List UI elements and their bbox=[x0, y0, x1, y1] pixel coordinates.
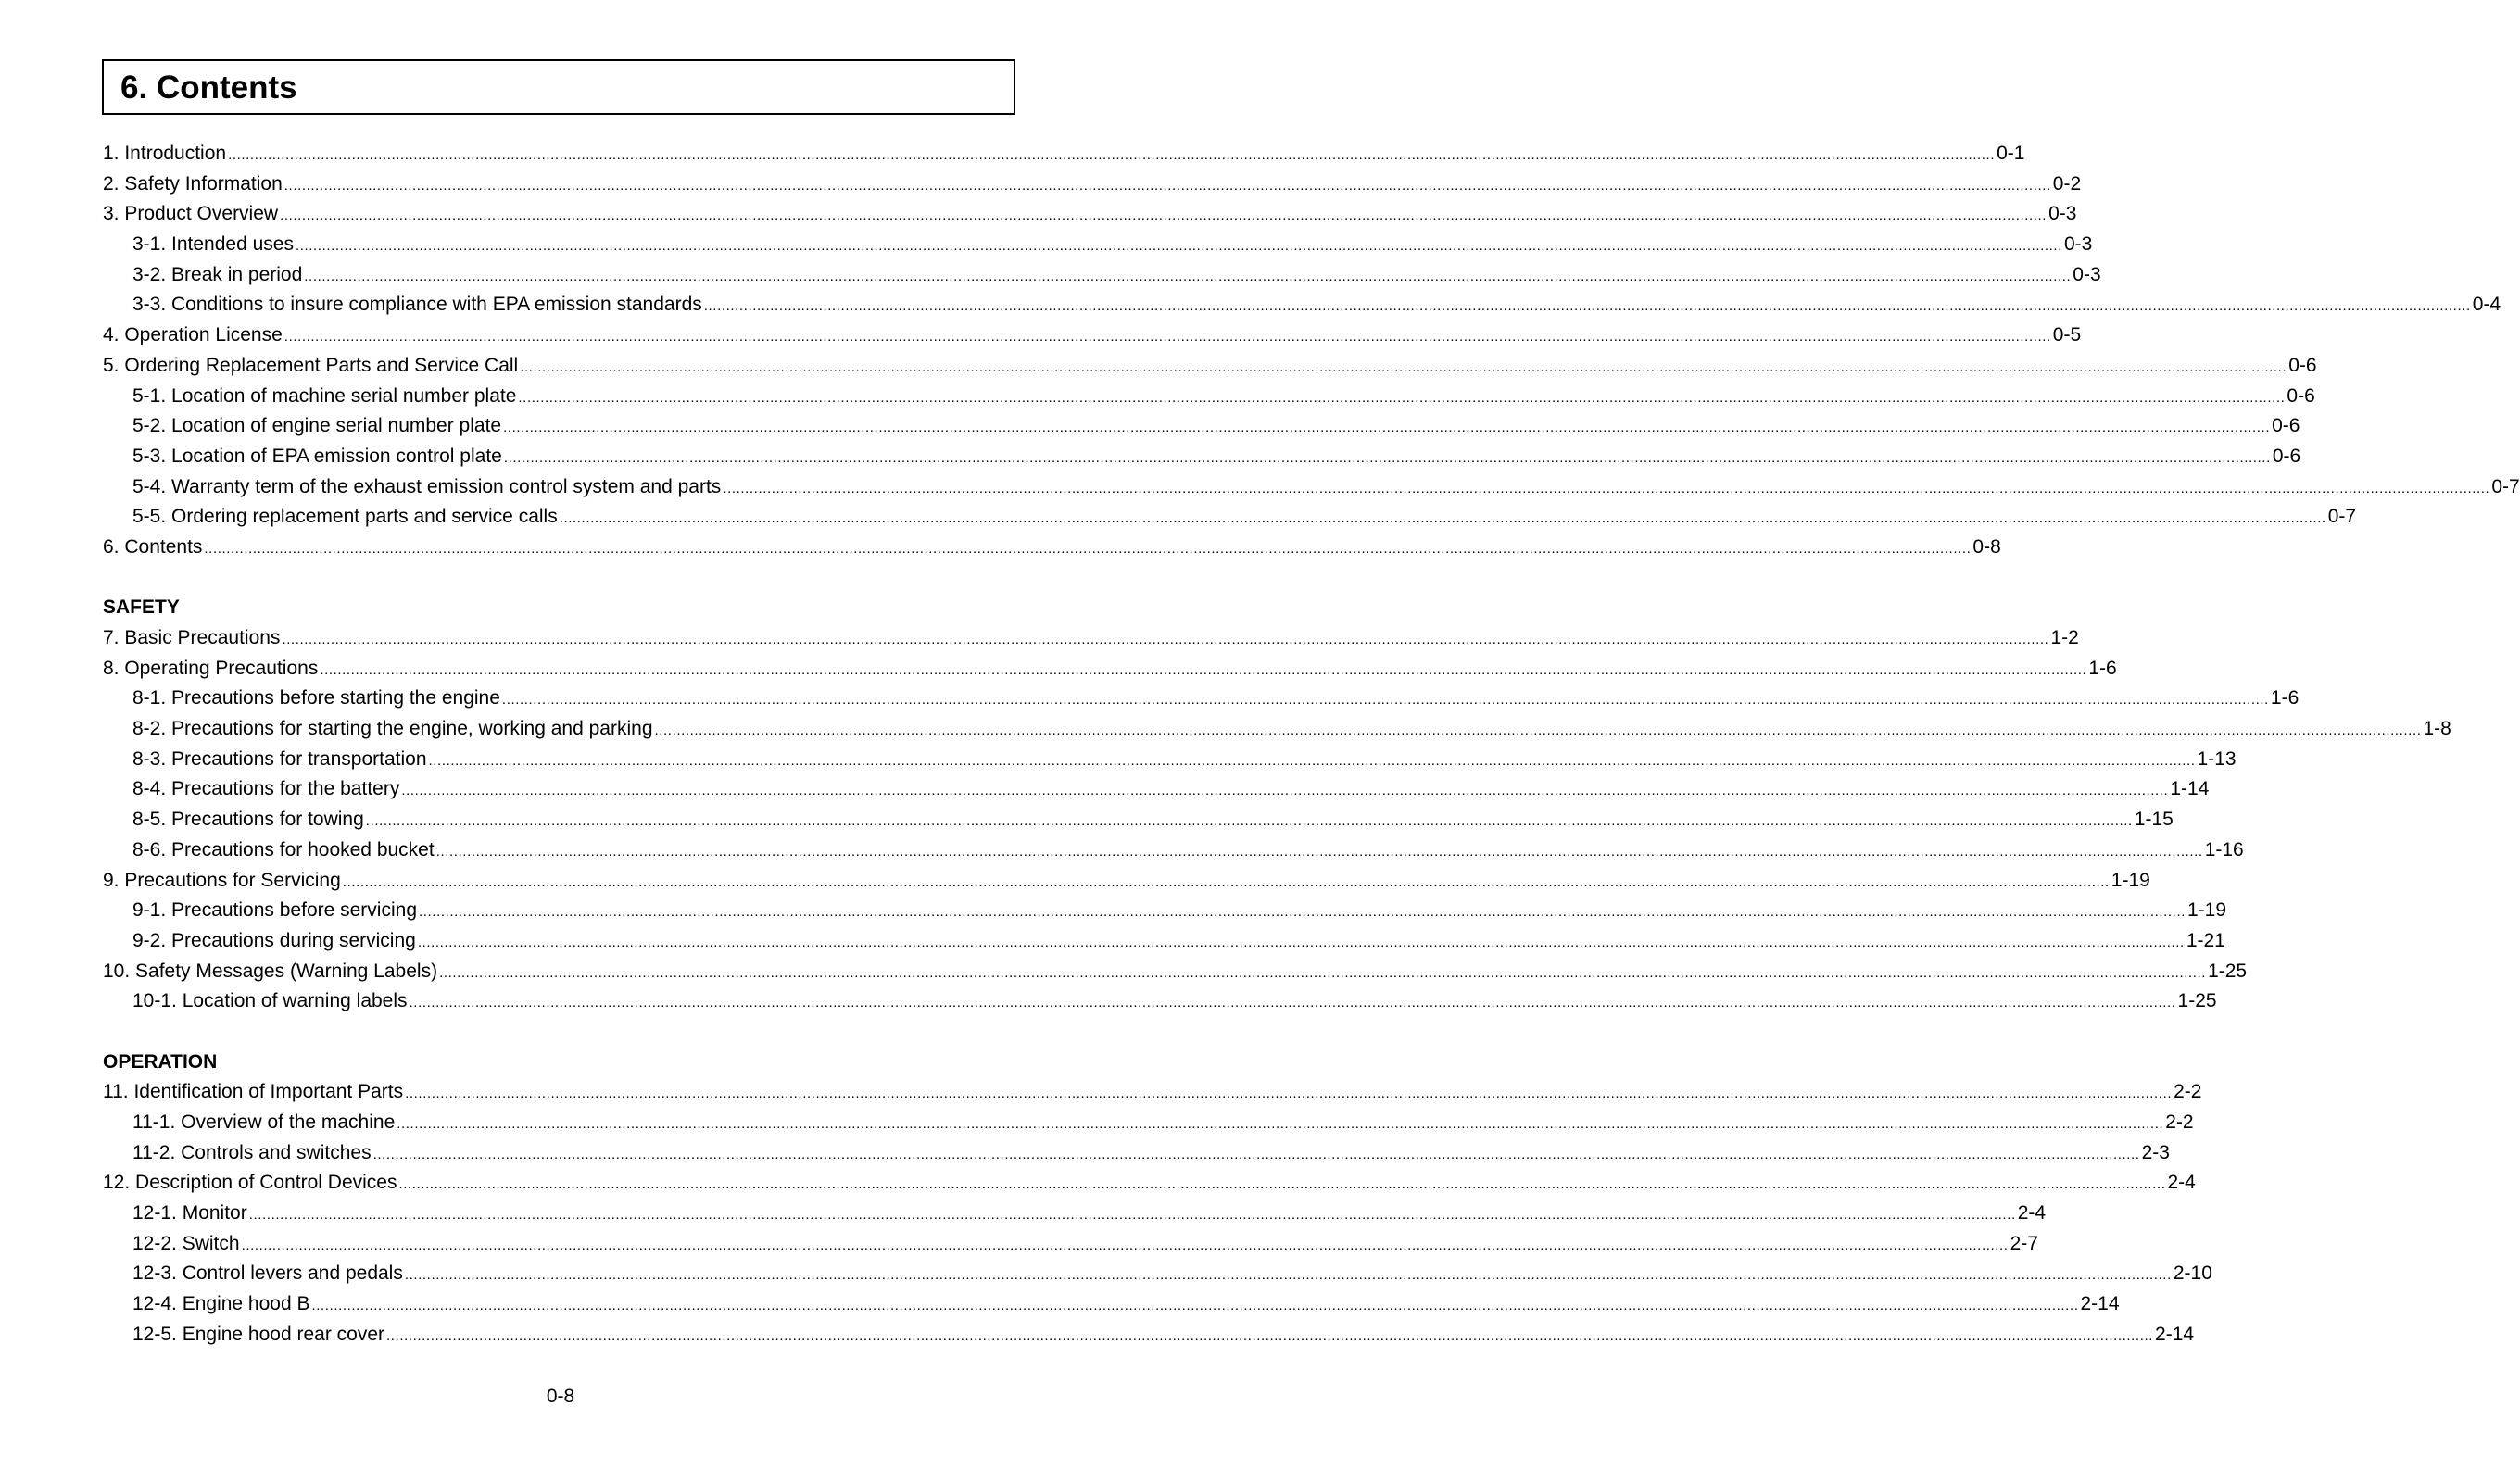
toc-entry-label: 5. Ordering Replacement Parts and Service Call bbox=[103, 354, 519, 376]
toc-entry-page: 2-14 bbox=[2080, 1293, 2120, 1315]
toc-entry-page: 0-8 bbox=[1972, 535, 2001, 558]
toc-entry-label: 5-2. Location of engine serial number plate bbox=[132, 415, 502, 437]
table-of-contents bbox=[103, 139, 2520, 1350]
dot-leader: ................................................................................................................................................................................................................................................................................................................................................................................................................ bbox=[342, 873, 2110, 890]
toc-entry-label: 3-3. Conditions to insure compliance with EPA emission standards bbox=[132, 294, 702, 316]
toc-entry[interactable] bbox=[103, 260, 2101, 291]
toc-entry[interactable] bbox=[103, 896, 2227, 926]
toc-entry[interactable] bbox=[103, 684, 2300, 714]
toc-entry[interactable] bbox=[103, 290, 2501, 320]
toc-entry[interactable] bbox=[103, 320, 2082, 351]
toc-entry[interactable] bbox=[103, 623, 2079, 654]
toc-entry-page: 1-8 bbox=[2423, 718, 2451, 740]
toc-entry-label: 6. Contents bbox=[103, 535, 203, 558]
dot-leader: ................................................................................................................................................................................................................................................................................................................................................................................................................ bbox=[428, 752, 2196, 769]
toc-entry[interactable] bbox=[103, 442, 2301, 472]
dot-leader: ................................................................................................................................................................................................................................................................................................................................................................................................................ bbox=[439, 964, 2207, 981]
toc-entry[interactable] bbox=[103, 774, 2210, 805]
toc-entry[interactable] bbox=[103, 502, 2357, 533]
toc-entry-page: 2-7 bbox=[2010, 1232, 2038, 1254]
toc-entry-label: 12. Description of Control Devices bbox=[103, 1172, 397, 1194]
dot-leader: ................................................................................................................................................................................................................................................................................................................................................................................................................ bbox=[204, 540, 1972, 557]
dot-leader: ................................................................................................................................................................................................................................................................................................................................................................................................................ bbox=[304, 268, 2072, 284]
toc-entry[interactable] bbox=[103, 1259, 2212, 1289]
toc-entry-page: 0-3 bbox=[2063, 233, 2093, 256]
toc-entry-page: 2-2 bbox=[2174, 1081, 2202, 1103]
toc-entry-label: 8-5. Precautions for towing bbox=[132, 809, 364, 831]
toc-entry-label: 12-1. Monitor bbox=[132, 1202, 247, 1225]
toc-entry-label: 8. Operating Precautions bbox=[103, 657, 319, 679]
dot-leader: ................................................................................................................................................................................................................................................................................................................................................................................................................ bbox=[386, 1327, 2154, 1344]
toc-entry-page: 1-6 bbox=[2270, 687, 2300, 710]
toc-entry[interactable] bbox=[103, 714, 2451, 745]
toc-entry-page: 1-13 bbox=[2197, 747, 2236, 770]
toc-entry-label: 5-1. Location of machine serial number plate bbox=[132, 384, 517, 407]
toc-entry-page: 1-25 bbox=[2177, 990, 2217, 1012]
toc-entry-page: 0-6 bbox=[2272, 415, 2300, 437]
dot-leader: ................................................................................................................................................................................................................................................................................................................................................................................................................ bbox=[723, 480, 2490, 496]
dot-leader: ................................................................................................................................................................................................................................................................................................................................................................................................................ bbox=[365, 813, 2133, 830]
dot-leader: ................................................................................................................................................................................................................................................................................................................................................................................................................ bbox=[435, 843, 2203, 860]
toc-entry-page: 0-2 bbox=[2052, 172, 2082, 195]
toc-entry-page: 0-3 bbox=[2073, 263, 2101, 285]
toc-entry-label: 1. Introduction bbox=[103, 143, 227, 164]
toc-entry-page: 0-7 bbox=[2491, 475, 2520, 497]
dot-leader: ................................................................................................................................................................................................................................................................................................................................................................................................................ bbox=[419, 904, 2186, 921]
toc-entry-label: 8-3. Precautions for transportation bbox=[132, 747, 427, 770]
dot-leader: ................................................................................................................................................................................................................................................................................................................................................................................................................ bbox=[503, 420, 2271, 436]
toc-entry[interactable] bbox=[103, 170, 2082, 200]
toc-entry-label: 11-2. Controls and switches bbox=[132, 1141, 372, 1163]
toc-entry-label: 8-1. Precautions before starting the engine bbox=[132, 687, 500, 710]
toc-entry-label: 8-4. Precautions for the battery bbox=[132, 778, 400, 800]
toc-entry[interactable] bbox=[103, 533, 2001, 563]
toc-entry[interactable] bbox=[103, 1138, 2170, 1169]
dot-leader: ................................................................................................................................................................................................................................................................................................................................................................................................................ bbox=[282, 632, 2049, 647]
toc-entry-label: 7. Basic Precautions bbox=[103, 627, 281, 648]
toc-entry[interactable] bbox=[103, 835, 2244, 866]
toc-entry-page: 1-16 bbox=[2204, 838, 2244, 860]
toc-entry[interactable] bbox=[103, 1199, 2047, 1229]
toc-entry-page: 1-14 bbox=[2170, 778, 2210, 800]
toc-entry-page: 1-2 bbox=[2050, 627, 2079, 648]
toc-entry[interactable] bbox=[103, 472, 2520, 503]
dot-leader: ................................................................................................................................................................................................................................................................................................................................................................................................................ bbox=[520, 358, 2287, 375]
dot-leader: ................................................................................................................................................................................................................................................................................................................................................................................................................ bbox=[559, 510, 2326, 527]
dot-leader: ................................................................................................................................................................................................................................................................................................................................................................................................................ bbox=[503, 449, 2271, 466]
dot-leader: ................................................................................................................................................................................................................................................................................................................................................................................................................ bbox=[654, 722, 2422, 739]
toc-entry-page: 2-2 bbox=[2165, 1112, 2194, 1133]
toc-entry-page: 1-19 bbox=[2110, 869, 2150, 891]
dot-leader: ................................................................................................................................................................................................................................................................................................................................................................................................................ bbox=[228, 147, 1996, 163]
dot-leader: ................................................................................................................................................................................................................................................................................................................................................................................................................ bbox=[397, 1116, 2164, 1132]
toc-entry-page: 1-15 bbox=[2134, 809, 2174, 831]
dot-leader: ................................................................................................................................................................................................................................................................................................................................................................................................................ bbox=[501, 692, 2269, 709]
toc-entry[interactable] bbox=[103, 382, 2315, 412]
section-heading: SAFETY bbox=[103, 597, 180, 619]
toc-entry-page: 2-4 bbox=[2167, 1172, 2196, 1194]
toc-section bbox=[103, 139, 2520, 563]
toc-entry-label: 10-1. Location of warning labels bbox=[132, 990, 408, 1012]
toc-entry[interactable] bbox=[103, 1108, 2194, 1138]
dot-leader: ................................................................................................................................................................................................................................................................................................................................................................................................................ bbox=[241, 1237, 2009, 1253]
toc-entry-page: 1-6 bbox=[2088, 657, 2117, 679]
toc-entry-label: 2. Safety Information bbox=[103, 172, 283, 195]
toc-entry-page: 1-21 bbox=[2186, 929, 2225, 951]
toc-section bbox=[103, 1048, 2212, 1350]
toc-entry-page: 0-1 bbox=[1997, 143, 2025, 164]
toc-entry-page: 1-25 bbox=[2208, 960, 2248, 982]
toc-entry-label: 3. Product Overview bbox=[103, 203, 279, 225]
toc-entry-page: 0-6 bbox=[2287, 384, 2315, 407]
toc-entry[interactable] bbox=[103, 230, 2093, 260]
dot-leader: ................................................................................................................................................................................................................................................................................................................................................................................................................ bbox=[248, 1207, 2016, 1224]
toc-entry[interactable] bbox=[103, 745, 2236, 775]
toc-entry[interactable] bbox=[103, 866, 2150, 897]
toc-entry[interactable] bbox=[103, 957, 2248, 987]
toc-entry[interactable] bbox=[103, 986, 2217, 1017]
toc-entry-label: 3-1. Intended uses bbox=[132, 233, 294, 256]
toc-entry-label: 5-4. Warranty term of the exhaust emission control system and parts bbox=[132, 475, 722, 497]
dot-leader: ................................................................................................................................................................................................................................................................................................................................................................................................................ bbox=[417, 934, 2185, 950]
toc-entry-page: 0-6 bbox=[2288, 354, 2317, 376]
toc-entry-page: 0-6 bbox=[2272, 445, 2301, 467]
toc-entry-page: 0-5 bbox=[2052, 324, 2082, 346]
dot-leader: ................................................................................................................................................................................................................................................................................................................................................................................................................ bbox=[703, 298, 2471, 315]
dot-leader: ................................................................................................................................................................................................................................................................................................................................................................................................................ bbox=[295, 238, 2062, 255]
toc-entry-label: 9-1. Precautions before servicing bbox=[132, 899, 417, 922]
toc-entry-page: 0-3 bbox=[2048, 203, 2077, 225]
dot-leader: ................................................................................................................................................................................................................................................................................................................................................................................................................ bbox=[280, 207, 2048, 224]
toc-entry-label: 5-5. Ordering replacement parts and service calls bbox=[132, 506, 558, 528]
toc-entry-page: 2-3 bbox=[2141, 1141, 2170, 1163]
toc-entry-label: 10. Safety Messages (Warning Labels) bbox=[103, 960, 438, 982]
dot-leader: ................................................................................................................................................................................................................................................................................................................................................................................................................ bbox=[284, 329, 2051, 345]
toc-entry[interactable] bbox=[103, 926, 2225, 957]
page-title: 6. Contents bbox=[120, 69, 297, 106]
toc-entry-label: 9-2. Precautions during servicing bbox=[132, 929, 416, 951]
toc-entry-label: 12-5. Engine hood rear cover bbox=[132, 1323, 385, 1345]
dot-leader: ................................................................................................................................................................................................................................................................................................................................................................................................................ bbox=[409, 995, 2176, 1011]
toc-entry-label: 3-2. Break in period bbox=[132, 263, 303, 285]
dot-leader: ................................................................................................................................................................................................................................................................................................................................................................................................................ bbox=[405, 1086, 2173, 1102]
dot-leader: ................................................................................................................................................................................................................................................................................................................................................................................................................ bbox=[398, 1176, 2166, 1193]
toc-entry[interactable] bbox=[103, 139, 2025, 170]
dot-leader: ................................................................................................................................................................................................................................................................................................................................................................................................................ bbox=[518, 389, 2286, 406]
dot-leader: ................................................................................................................................................................................................................................................................................................................................................................................................................ bbox=[284, 177, 2051, 194]
dot-leader: ................................................................................................................................................................................................................................................................................................................................................................................................................ bbox=[311, 1298, 2079, 1314]
toc-entry[interactable] bbox=[103, 654, 2117, 684]
toc-entry[interactable] bbox=[103, 1320, 2195, 1350]
toc-entry-page: 2-4 bbox=[2017, 1202, 2047, 1225]
toc-entry-label: 8-2. Precautions for starting the engine, working and parking bbox=[132, 718, 653, 740]
toc-entry-page: 1-19 bbox=[2187, 899, 2227, 922]
toc-section bbox=[103, 593, 2451, 1017]
toc-entry[interactable] bbox=[103, 411, 2300, 442]
dot-leader: ................................................................................................................................................................................................................................................................................................................................................................................................................ bbox=[401, 783, 2169, 799]
toc-entry-page: 0-4 bbox=[2472, 294, 2501, 316]
page-title-box bbox=[102, 59, 1015, 115]
toc-entry[interactable] bbox=[103, 1229, 2038, 1260]
toc-entry-page: 0-7 bbox=[2327, 506, 2357, 528]
toc-entry-page: 2-14 bbox=[2155, 1323, 2195, 1345]
toc-entry[interactable] bbox=[103, 805, 2174, 835]
toc-entry-label: 12-3. Control levers and pedals bbox=[132, 1262, 403, 1285]
toc-entry[interactable] bbox=[103, 1077, 2202, 1108]
toc-entry-label: 12-4. Engine hood B bbox=[132, 1293, 310, 1315]
toc-entry-label: 11-1. Overview of the machine bbox=[132, 1112, 396, 1133]
toc-entry-label: 12-2. Switch bbox=[132, 1232, 240, 1254]
toc-entry-label: 5-3. Location of EPA emission control plate bbox=[132, 445, 502, 467]
toc-entry-label: 8-6. Precautions for hooked bucket bbox=[132, 838, 435, 860]
toc-entry-label: 11. Identification of Important Parts bbox=[103, 1081, 404, 1103]
toc-entry[interactable] bbox=[103, 199, 2077, 230]
toc-entry[interactable] bbox=[103, 1168, 2196, 1199]
toc-entry[interactable] bbox=[103, 351, 2317, 382]
toc-entry-label: 9. Precautions for Servicing bbox=[103, 869, 341, 891]
toc-entry-page: 2-10 bbox=[2173, 1262, 2212, 1285]
dot-leader: ................................................................................................................................................................................................................................................................................................................................................................................................................ bbox=[404, 1267, 2172, 1284]
dot-leader: ................................................................................................................................................................................................................................................................................................................................................................................................................ bbox=[320, 661, 2087, 678]
toc-entry[interactable] bbox=[103, 1289, 2120, 1320]
dot-leader: ................................................................................................................................................................................................................................................................................................................................................................................................................ bbox=[372, 1146, 2140, 1162]
toc-entry-label: 4. Operation License bbox=[103, 324, 283, 346]
section-heading: OPERATION bbox=[103, 1050, 218, 1073]
page-number: 0-8 bbox=[546, 1386, 575, 1407]
